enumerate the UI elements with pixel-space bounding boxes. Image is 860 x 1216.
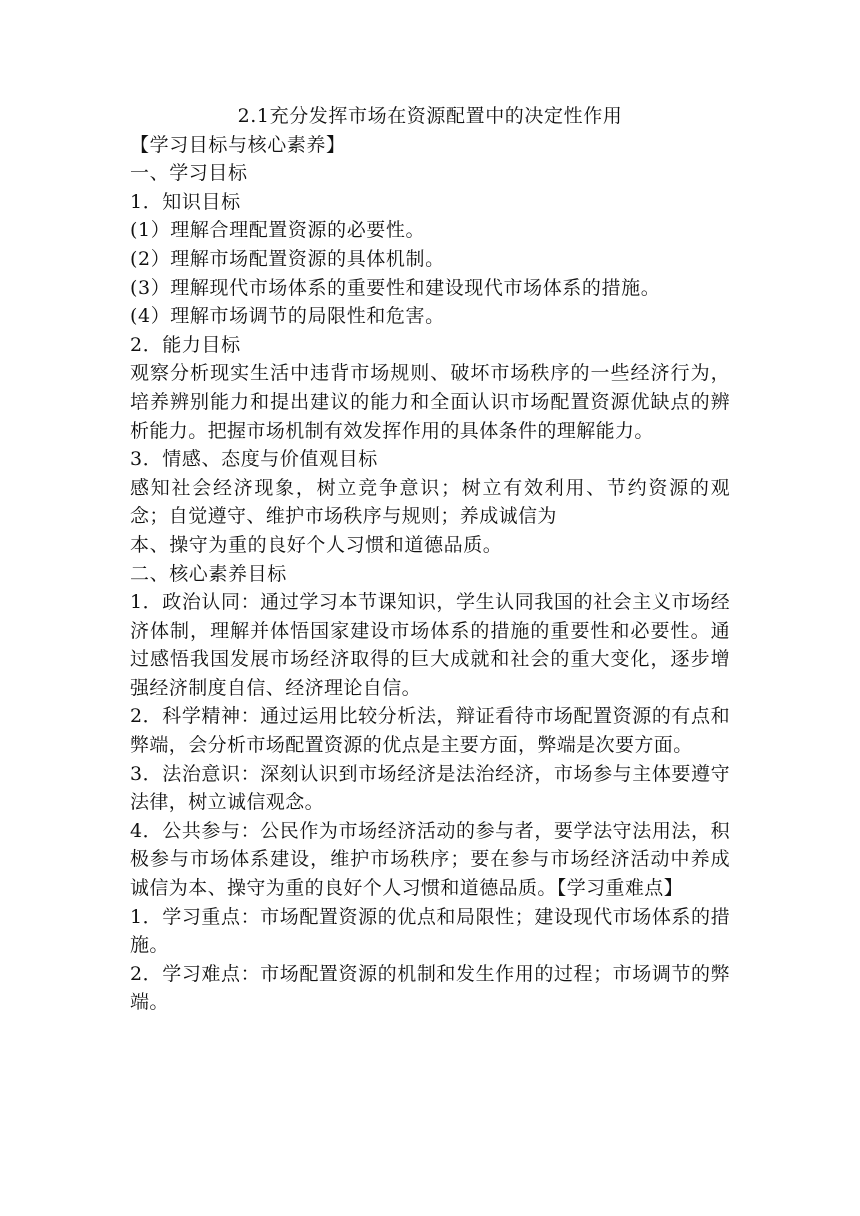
knowledge-item: (1）理解合理配置资源的必要性。: [130, 219, 426, 242]
emotion-heading: 3．情感、态度与价值观目标: [130, 448, 378, 471]
ability-paragraph: 观察分析现实生活中违背市场规则、破坏市场秩序的一些经济行为，培养辨别能力和提出建议的能力和全面认识市场配置资源优缺点的辨析能力。把握市场机制有效发挥作用的具体条件的理解能力。: [130, 362, 730, 442]
section-one-heading: 一、学习目标: [130, 162, 248, 185]
key-point: 1．学习重点：市场配置资源的优点和局限性；建设现代市场体系的措施。: [130, 905, 730, 957]
section-two-heading: 二、核心素养目标: [130, 562, 287, 585]
knowledge-item: (3）理解现代市场体系的重要性和建设现代市场体系的措施。: [130, 276, 661, 299]
knowledge-item: (2）理解市场配置资源的具体机制。: [130, 247, 445, 270]
goals-heading: 【学习目标与核心素养】: [130, 133, 346, 156]
knowledge-item: (4）理解市场调节的局限性和危害。: [130, 305, 445, 328]
core-literacy-scientific-spirit: 2．科学精神：通过运用比较分析法，辩证看待市场配置资源的有点和弊端，会分析市场配置资源的优点是主要方面，弊端是次要方面。: [130, 705, 730, 757]
document-title: 2.1充分发挥市场在资源配置中的决定性作用: [237, 105, 623, 127]
core-literacy-public-participation: 4．公共参与：公民作为市场经济活动的参与者，要学法守法用法，积极参与市场体系建设，维护市场秩序；要在参与市场经济活动中养成诚信为本、操守为重的良好个人习惯和道德品质。【学习重难点】: [130, 819, 730, 900]
knowledge-heading: 1．知识目标: [130, 190, 241, 213]
core-literacy-rule-of-law: 3．法治意识：深刻认识到市场经济是法治经济，市场参与主体要遵守法律，树立诚信观念。: [130, 762, 730, 814]
ability-heading: 2．能力目标: [130, 333, 241, 356]
difficult-point: 2．学习难点：市场配置资源的机制和发生作用的过程；市场调节的弊端。: [130, 962, 730, 1014]
core-literacy-political-identity: 1．政治认同：通过学习本节课知识，学生认同我国的社会主义市场经济体制，理解并体悟国家建设市场体系的措施的重要性和必要性。通过感悟我国发展市场经济取得的巨大成就和社会的重大变化，逐步增强经济制度自信、经济理论自信。: [130, 591, 730, 699]
emotion-paragraph: 感知社会经济现象，树立竞争意识；树立有效利用、节约资源的观念；自觉遵守、维护市场秩序与规则；养成诚信为: [130, 476, 730, 528]
document-body: [130, 102, 730, 1017]
emotion-paragraph-continued: 本、操守为重的良好个人习惯和道德品质。: [130, 533, 503, 556]
